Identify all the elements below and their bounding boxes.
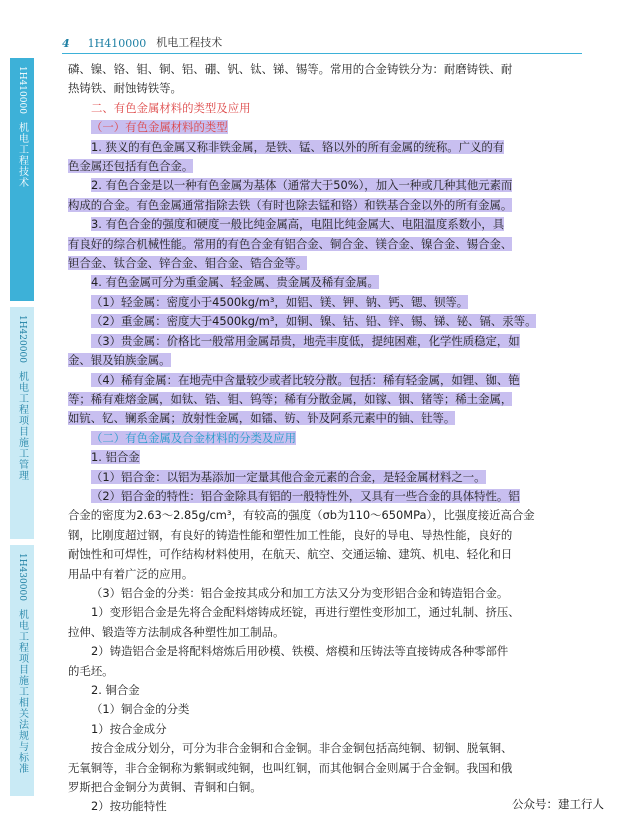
- page-header: [62, 30, 582, 54]
- text-line: [68, 138, 568, 157]
- highlighted-text: （2）重金属：密度大于4500kg/m³，如铜、镍、钴、铅、锌、锡、锑、铋、镉、汞等。: [91, 314, 537, 329]
- sidebar-tab[interactable]: [10, 307, 34, 539]
- text-line: [68, 700, 568, 719]
- line-text: 1）变形铝合金是先将合金配料熔铸成坯锭，再进行塑性变形加工，通过轧制、挤压、: [91, 605, 520, 620]
- text-line: [68, 565, 568, 584]
- highlighted-text: 有良好的综合机械性能。常用的有色合金有铝合金、铜合金、镁合金、镍合金、锡合金、: [68, 236, 513, 251]
- highlighted-text: 3. 有色合金的强度和硬度一般比纯金属高，电阻比纯金属大、电阻温度系数小，具: [91, 217, 505, 232]
- text-line: [68, 351, 568, 370]
- text-line: [68, 215, 568, 234]
- text-line: [68, 526, 568, 545]
- text-line: [68, 312, 568, 331]
- text-line: [68, 60, 568, 79]
- sidebar-tab-active[interactable]: [10, 58, 34, 301]
- sidebar-tab-code: 1H410000: [17, 66, 27, 114]
- highlighted-text: 2. 有色合金是以一种有色金属为基体（通常大于50%），加入一种或几种其他元素而: [91, 178, 513, 193]
- line-text: 2）铸造铝合金是将配料熔炼后用砂模、铁模、熔模和压铸法等直接铸成各种零部件: [91, 644, 509, 659]
- line-text: （1）铜合金的分类: [91, 702, 190, 717]
- sidebar-tab[interactable]: [10, 545, 34, 796]
- text-line: [68, 99, 568, 118]
- text-line: [68, 371, 568, 390]
- highlighted-text: 如钪、钇、镧系金属；放射性金属，如镭、钫、钋及阿系元素中的铀、钍等。: [68, 411, 456, 426]
- sidebar-tab-code: 1H430000: [17, 553, 27, 601]
- highlighted-text: 构成的合金。有色金属通常指除去铁（有时也除去锰和铬）和铁基合金以外的所有金属。: [68, 197, 513, 212]
- chapter-code: 1H410000: [87, 37, 147, 50]
- text-line: [68, 118, 568, 137]
- highlighted-text: 1. 狭义的有色金属又称非铁金属，是铁、锰、铬以外的所有金属的统称。广义的有: [91, 139, 505, 154]
- text-line: [68, 681, 568, 700]
- text-line: [68, 778, 568, 797]
- highlighted-text: 金、银及铂族金属。: [68, 353, 171, 368]
- chapter-sidebar: [10, 58, 34, 796]
- text-line: [68, 235, 568, 254]
- line-text: 罗斯把合金铜分为黄铜、青铜和白铜。: [68, 780, 262, 795]
- text-line: [68, 390, 568, 409]
- sidebar-tab-title: 机电工程技术: [16, 121, 28, 188]
- highlighted-text: （1）轻金属：密度小于4500kg/m³，如铝、镁、钾、钠、钙、锶、钡等。: [91, 294, 469, 309]
- text-line: [68, 332, 568, 351]
- text-line: [68, 196, 568, 215]
- text-line: [68, 662, 568, 681]
- line-text: 用品中有着广泛的应用。: [68, 566, 194, 581]
- highlighted-text: （一）有色金属材料的类型: [91, 120, 228, 135]
- line-text: 磷、镍、铬、钼、铜、铝、硼、钒、钛、锑、锡等。常用的合金铸铁分为：耐磨铸铁、耐: [68, 62, 513, 76]
- chapter-title: 机电工程技术: [156, 36, 223, 49]
- line-text: 的毛坯。: [68, 663, 114, 678]
- line-text: 2）按功能特性: [91, 799, 167, 814]
- text-line: [68, 448, 568, 467]
- highlighted-text: （4）稀有金属：在地壳中含量较少或者比较分散。包括：稀有轻金属，如锂、铷、铯: [91, 372, 520, 387]
- text-line: [68, 293, 568, 312]
- text-line: [68, 584, 568, 603]
- text-line: [68, 720, 568, 739]
- sidebar-tab-title: 机电工程项目施工相关法规与标准: [16, 608, 28, 774]
- text-line: [68, 603, 568, 622]
- text-line: [68, 468, 568, 487]
- line-text: 拉伸、锻造等方法制成各种塑性加工制品。: [68, 624, 285, 639]
- highlighted-text: 色金属还包括有色合金。: [68, 159, 194, 174]
- text-line: [68, 759, 568, 778]
- text-line: [68, 642, 568, 661]
- highlighted-text: 4. 有色金属可分为重金属、轻金属、贵金属及稀有金属。: [91, 275, 379, 290]
- line-text: 按合金成分划分，可分为非合金铜和合金铜。非合金铜包括高纯铜、韧铜、脱氧铜、: [91, 741, 513, 756]
- sidebar-tab-title: 机电工程项目施工管理: [16, 370, 28, 481]
- text-line: [68, 273, 568, 292]
- text-line: [68, 506, 568, 525]
- highlighted-text: （2）铝合金的特性：铝合金除具有铝的一般特性外，又具有一些合金的具体特性。铝: [91, 488, 520, 503]
- line-text: （3）铝合金的分类：铝合金按其成分和加工方法又分为变形铝合金和铸造铝合金。: [91, 585, 509, 600]
- page-number: 4: [62, 37, 70, 50]
- text-line: [68, 79, 568, 98]
- text-line: [68, 545, 568, 564]
- line-text: 钢，比刚度超过钢，有良好的铸造性能和塑性加工性能，良好的导电、导热性能，良好的: [68, 527, 513, 542]
- line-text: 二、有色金属材料的类型及应用: [91, 100, 251, 115]
- sidebar-tab-code: 1H420000: [17, 315, 27, 363]
- line-text: 热铸铁、耐蚀铸铁等。: [68, 81, 182, 96]
- highlighted-text: （1）铝合金：以铝为基添加一定量其他合金元素的合金，是轻金属材料之一。: [91, 469, 486, 484]
- text-line: [68, 409, 568, 428]
- body-text: [68, 60, 568, 817]
- highlighted-text: 钽合金、钛合金、锌合金、钼合金、锆合金等。: [68, 256, 308, 271]
- line-text: 合金的密度为2.63～2.85g/cm³，有较高的强度（σb为110～650MPa），比强度接近高合金: [68, 508, 535, 523]
- watermark-footer: 公众号：建工行人: [512, 797, 604, 811]
- text-line: [68, 623, 568, 642]
- text-line: [68, 157, 568, 176]
- line-text: 1）按合金成分: [91, 721, 167, 736]
- text-line: [68, 739, 568, 758]
- line-text: 无氧铜等，非合金铜称为紫铜或纯铜，也叫红铜，而其他铜合金则属于合金铜。我国和俄: [68, 760, 513, 775]
- text-line: [68, 487, 568, 506]
- highlighted-text: （二）有色金属及合金材料的分类及应用: [91, 430, 297, 445]
- line-text: 耐蚀性和可焊性，可作结构材料使用，在航天、航空、交通运输、建筑、机电、轻化和日: [68, 547, 513, 562]
- highlighted-text: （3）贵金属：价格比一般常用金属昂贵，地壳丰度低，提纯困难，化学性质稳定，如: [91, 333, 520, 348]
- text-line: [68, 429, 568, 448]
- text-line: [68, 176, 568, 195]
- line-text: 2. 铜合金: [91, 683, 140, 697]
- highlighted-text: 1. 铝合金: [91, 450, 140, 465]
- highlighted-text: 等；稀有难熔金属，如钛、锆、钼、钨等；稀有分散金属，如镓、铟、锗等；稀土金属，: [68, 391, 513, 406]
- text-line: [68, 254, 568, 273]
